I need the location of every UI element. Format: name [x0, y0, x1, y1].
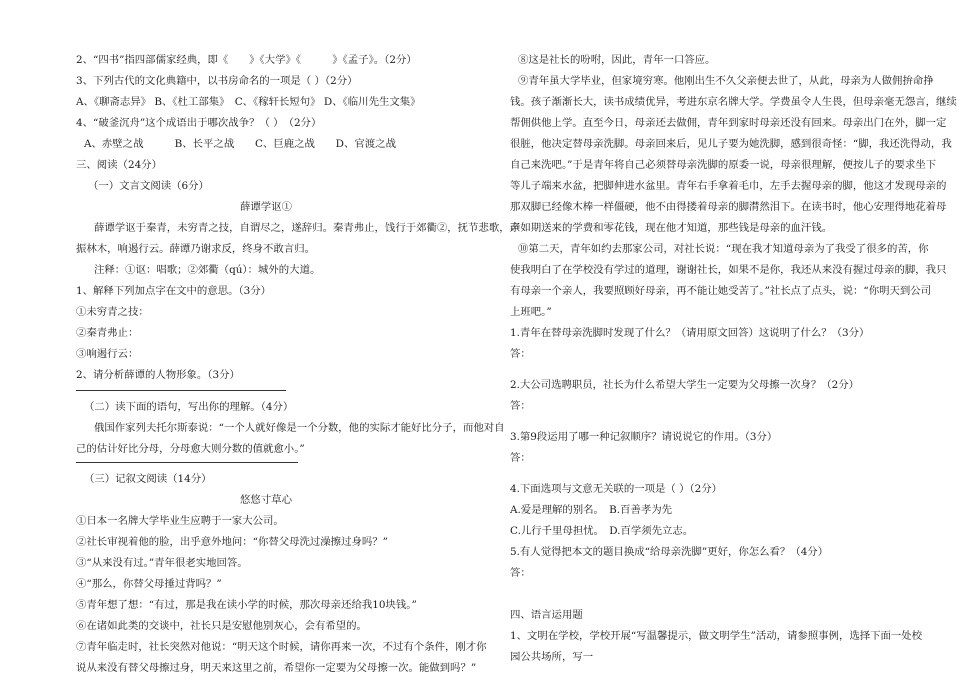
passage-3-para-9-line-1: ⑨青年虽大学毕业，但家境穷寒。他刚出生不久父亲便去世了，从此，母亲为人做佣拚命挣 — [518, 75, 934, 87]
question-4-idiom: 4、“破釜沉舟”这个成语出于哪次战争？（ ） （2分） — [76, 117, 322, 129]
passage-3-para-7-line-2: 说从来没有替父母擦过身，明天来这里之前，希望你一定要为父母擦一次。能做到吗？” — [76, 662, 477, 674]
passage-1-question-1-c: ③响遏行云： — [76, 348, 139, 360]
passage-3-para-9-line-2: 钱。孩子渐渐长大，读书成绩优异，考进东京名牌大学。学费虽令人生畏，但母亲毫无怨言，继续 — [510, 96, 957, 108]
reading-question-3: 3.第9段运用了哪一种记叙顺序？请说说它的作用。（3分） — [510, 431, 778, 443]
left-column — [76, 50, 521, 679]
question-4-options: A、赤壁之战 B、长平之战 C、巨鹿之战 D、官渡之战 — [84, 138, 396, 150]
passage-1-title: 薛谭学讴① — [240, 201, 292, 213]
answer-label: 答： — [510, 567, 531, 579]
passage-3-para-8: ⑧这是社长的吩咐，因此，青年一口答应。 — [518, 54, 716, 66]
passage-1-question-1: 1、解释下列加点字在文中的意思。（3分） — [76, 285, 272, 297]
reading-question-5: 5.有人觉得把本文的题目换成“给母亲洗脚”更好，你怎么看？（4分） — [510, 546, 829, 558]
question-3-options: A、《聊斋志异》 B、《杜工部集》 C、《稼轩长短句》 D、《临川先生文集》 — [76, 96, 421, 108]
reading-question-1: 1.青年在替母亲洗脚时发现了什么？（请用原文回答）这说明了什么？（3分） — [510, 327, 870, 339]
part-1-heading: （一）文言文阅读（6分） — [88, 180, 209, 192]
passage-1-question-2: 2、请分析薛谭的人物形象。（3分） — [76, 369, 240, 381]
section-4-question-1-line-2: 园公共场所，写一 — [510, 651, 594, 663]
passage-3-title: 悠悠寸草心 — [240, 494, 292, 506]
passage-3-para-10-line-1: ⑩第二天，青年如约去那家公司，对社长说：“现在我才知道母亲为了我受了很多的苦，你 — [518, 243, 929, 255]
passage-3-para-1: ①日本一名牌大学毕业生应聘于一家大公司。 — [76, 515, 284, 527]
section-4-heading: 四、语言运用题 — [510, 609, 583, 621]
section-4-question-1-line-1: 1、文明在学校，学校开展“写温馨提示，做文明学生”活动，请参照事例，选择下面一处校 — [510, 630, 923, 642]
answer-line — [76, 390, 286, 391]
passage-1-line-2: 振林木，响遏行云。薛谭乃谢求反，终身不敢言归。 — [76, 243, 315, 255]
reading-question-2: 2.大公司选聘职员，社长为什么希望大学生一定要为父母擦一次身？（2分） — [510, 379, 860, 391]
passage-3-para-3: ③“从来没有过。”青年很老实地回答。 — [76, 557, 248, 569]
passage-3-para-9-line-8: 亲如期送来的学费和零花钱，现在他才知道，那些钱是母亲的血汗钱。 — [510, 222, 833, 234]
reading-question-4-options-ab: A.爱是理解的别名。 B.百善孝为先 — [510, 504, 673, 516]
part-2-line-2: 己的估计好比分母，分母愈大则分数的值就愈小。” — [76, 443, 305, 455]
question-3-study-room: 3、下列古代的文化典籍中，以书房命名的一项是（ ）（2分） — [76, 75, 358, 87]
answer-label: 答： — [510, 400, 531, 412]
passage-3-para-10-line-2: 使我明白了在学校没有学过的道理，谢谢社长，如果不是你，我还从来没有握过母亲的脚，我只 — [510, 264, 947, 276]
part-2-heading: （二）读下面的语句，写出你的理解。（4分） — [84, 401, 294, 413]
passage-3-para-6: ⑥在诸如此类的交谈中，社长只是安慰他别灰心，会有希望的。 — [76, 620, 367, 632]
passage-1-notes: 注释：①讴：唱歌；②郊衢（qú）：城外的大道。 — [94, 264, 321, 276]
passage-3-para-9-line-7: 那双脚已经像木棒一样僵硬，他不由得搂着母亲的脚潸然泪下。在读书时，他心安理得地花着母 — [510, 201, 947, 213]
passage-3-para-5: ⑤青年想了想：“有过，那是我在读小学的时候，那次母亲还给我10块钱。” — [76, 599, 417, 611]
question-2-four-books: 2、“四书”指四部儒家经典，即《 》《大学》《 》《孟子》。（2分） — [76, 54, 417, 66]
passage-1-question-1-b: ②秦青弗止： — [76, 327, 139, 339]
part-3-heading: （三）记叙文阅读（14分） — [84, 473, 212, 485]
passage-3-para-9-line-4: 很脏，他决定替母亲洗脚。母亲回来后，见儿子要为她洗脚，感到很奇怪：“脚，我还洗得动，我 — [510, 138, 952, 150]
reading-question-4-options-cd: C.儿行千里母担忧。 D.百学须先立志。 — [510, 525, 694, 537]
passage-3-para-2: ②社长审视着他的脸，出乎意外地问：“你替父母洗过澡擦过身吗？” — [76, 536, 388, 548]
passage-3-para-4: ④“那么，你替父母捶过背吗？” — [76, 578, 222, 590]
right-column — [510, 50, 957, 668]
answer-line — [76, 462, 298, 463]
reading-question-4: 4.下面选项与文意无关联的一项是（ ）（2分） — [510, 483, 723, 495]
passage-1-question-1-a: ①未穷青之技： — [76, 306, 149, 318]
passage-3-para-9-line-3: 帮佣供他上学。直至今日，母亲还去做佣，青年到家时母亲还没有回来。母亲出门在外，脚一定 — [510, 117, 947, 129]
answer-label: 答： — [510, 348, 531, 360]
passage-3-para-9-line-5: 自己来洗吧。”于是青年将自己必须替母亲洗脚的原委一说，母亲很理解，便按儿子的要求坐下 — [510, 159, 937, 171]
passage-1-line-1: 薛谭学讴于秦青，未穷青之技，自谓尽之，遂辞归。秦青弗止，饯行于郊衢②，抚节悲歌，声 — [94, 222, 521, 234]
part-2-line-1: 俄国作家列夫托尔斯泰说：“一个人就好像是一个分数，他的实际才能好比分子，而他对自 — [94, 422, 505, 434]
passage-3-para-10-line-3: 有母亲一个亲人，我要照顾好母亲，再不能让她受苦了。”社长点了点头，说：“你明天到公司 — [510, 285, 932, 297]
section-3-heading: 三、阅读（24分） — [76, 159, 162, 171]
passage-3-para-10-line-4: 上班吧。” — [510, 306, 552, 318]
answer-label: 答： — [510, 452, 531, 464]
passage-3-para-7-line-1: ⑦青年临走时，社长突然对他说：“明天这个时候，请你再来一次，不过有个条件，刚才你 — [76, 641, 487, 653]
passage-3-para-9-line-6: 等儿子端来水盆，把脚伸进水盆里。青年右手拿着毛巾，左手去握母亲的脚，他这才发现母亲的 — [510, 180, 947, 192]
